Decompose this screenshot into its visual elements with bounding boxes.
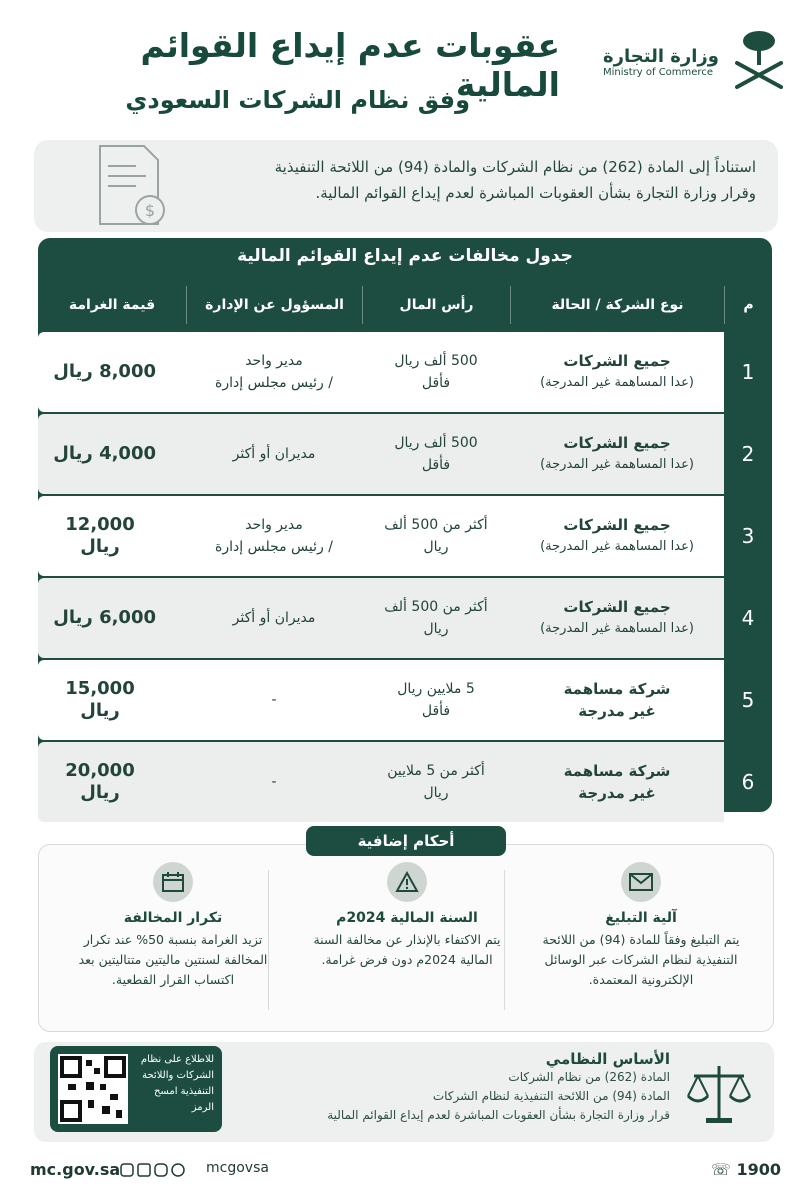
- header-num: م: [724, 286, 772, 324]
- row-capital: 500 ألف ريال فأقل: [394, 435, 478, 473]
- row-type-main: شركة مساهمة: [563, 680, 671, 698]
- header-capital: رأس المال: [362, 286, 510, 324]
- rule-notification: [531, 862, 751, 990]
- legal-basis-line: قرار وزارة التجارة بشأن العقوبات المباشرة لعدم إيداع القوائم المالية: [327, 1108, 670, 1122]
- intro-line-2: وقرار وزارة التجارة بشأن العقوبات المباشرة لعدم إيداع القوائم المالية.: [315, 184, 756, 202]
- calendar-icon: [153, 862, 193, 902]
- scale-of-justice-icon: [684, 1058, 754, 1128]
- row-capital: 500 ألف ريال فأقل: [394, 353, 478, 391]
- row-fine: 20,000 ريال: [65, 760, 135, 803]
- row-responsible: -: [271, 774, 277, 790]
- header-responsible: المسؤول عن الإدارة: [186, 286, 362, 324]
- row-number: 4: [741, 606, 755, 630]
- x-icon: [138, 1164, 150, 1176]
- intro-panel: [34, 140, 778, 232]
- row-type-sub: غير مدرجة: [578, 784, 656, 802]
- table-title: جدول مخالفات عدم إيداع القوائم المالية: [237, 246, 573, 266]
- saudi-emblem-icon: [729, 29, 789, 95]
- legal-basis-line: المادة (262) من نظام الشركات: [508, 1070, 670, 1084]
- rule-fiscal-year: [297, 862, 517, 970]
- violations-table: [38, 238, 772, 812]
- row-capital: أكثر من 500 ألف ريال: [384, 517, 488, 555]
- row-type-main: جميع الشركات: [563, 516, 671, 534]
- qr-caption: للاطلاع على نظام الشركات واللائحة التنفيذية امسح الرمز: [140, 1054, 214, 1113]
- rule-text: تزيد الغرامة بنسبة 50% عند تكرار المخالفة لسنتين ماليتين متتاليتين بعد اكتساب القرار القطعية.: [78, 932, 268, 987]
- rule-title: آلية التبليغ: [605, 910, 677, 926]
- logo-arabic-text: وزارة التجارة: [603, 46, 719, 67]
- qr-code-icon[interactable]: [58, 1054, 128, 1124]
- page-subtitle: وفق نظام الشركات السعودي: [125, 86, 470, 114]
- snapchat-icon: [121, 1164, 133, 1176]
- intro-line-1: استناداً إلى المادة (262) من نظام الشركات والمادة (94) من اللائحة التنفيذية: [274, 158, 756, 176]
- row-type-main: جميع الشركات: [563, 434, 671, 452]
- rule-title: تكرار المخالفة: [123, 910, 223, 926]
- row-responsible: مدير واحد / رئيس مجلس إدارة: [215, 353, 333, 391]
- header-fine: قيمة الغرامة: [68, 297, 156, 313]
- social-handle[interactable]: mcgovsa: [206, 1160, 269, 1176]
- row-fine: 6,000 ريال: [53, 607, 156, 628]
- intro-text: [196, 154, 756, 206]
- row-type: [510, 660, 724, 740]
- logo-english-text: Ministry of Commerce: [603, 67, 713, 78]
- header-type: نوع الشركة / الحالة: [510, 286, 724, 324]
- social-icons[interactable]: [120, 1162, 190, 1182]
- row-type-sub: (عدا المساهمة غير المدرجة): [540, 621, 694, 636]
- row-fine: 8,000 ريال: [53, 361, 156, 382]
- table-body: [38, 332, 772, 824]
- row-type-main: جميع الشركات: [563, 352, 671, 370]
- row-type: [510, 414, 724, 494]
- row-type: [510, 496, 724, 576]
- website-link[interactable]: mc.gov.sa: [30, 1160, 121, 1179]
- row-responsible: مدير واحد / رئيس مجلس إدارة: [215, 517, 333, 555]
- row-type-sub: (عدا المساهمة غير المدرجة): [540, 457, 694, 472]
- table-row: [38, 742, 772, 822]
- row-fine: 12,000 ريال: [65, 514, 135, 557]
- row-type-main: جميع الشركات: [563, 598, 671, 616]
- row-number: 5: [741, 688, 755, 712]
- row-fine: 15,000 ريال: [65, 678, 135, 721]
- row-type-sub: (عدا المساهمة غير المدرجة): [540, 539, 694, 554]
- row-type-sub: غير مدرجة: [578, 702, 656, 720]
- row-fine: 4,000 ريال: [53, 443, 156, 464]
- rule-text: يتم التبليغ وفقاً للمادة (94) من اللائحة التنفيذية لنظام الشركات عبر الوسائل الإلكترونية المعتمدة.: [542, 932, 740, 987]
- footer: [0, 1160, 811, 1190]
- legal-basis-text: [270, 1050, 670, 1125]
- row-number: 3: [741, 524, 755, 548]
- ministry-logo: [529, 22, 789, 102]
- page-title: عقوبات عدم إيداع القوائم المالية: [140, 26, 560, 104]
- table-row: [38, 414, 772, 494]
- table-row: [38, 496, 772, 576]
- document-money-icon: [74, 140, 174, 232]
- qr-panel: [50, 1046, 222, 1132]
- row-type: [510, 742, 724, 822]
- envelope-icon: [621, 862, 661, 902]
- table-header: [38, 286, 772, 324]
- row-responsible: مديران أو أكثر: [232, 610, 316, 626]
- row-number: 6: [741, 770, 755, 794]
- rule-text: يتم الاكتفاء بالإنذار عن مخالفة السنة المالية 2024م دون فرض غرامة.: [313, 932, 501, 967]
- table-row: [38, 660, 772, 740]
- rule-repetition: [63, 862, 283, 990]
- row-type: [510, 332, 724, 412]
- row-type-main: شركة مساهمة: [563, 762, 671, 780]
- phone-icon: ☏: [710, 1160, 737, 1179]
- row-responsible: مديران أو أكثر: [232, 446, 316, 462]
- warning-icon: [387, 862, 427, 902]
- row-number: 2: [741, 442, 755, 466]
- legal-basis-title: الأساس النظامي: [545, 1050, 670, 1068]
- legal-basis-line: المادة (94) من اللائحة التنفيذية لنظام الشركات: [432, 1089, 670, 1103]
- svg-text:$: $: [144, 201, 156, 220]
- row-capital: أكثر من 500 ألف ريال: [384, 599, 488, 637]
- whatsapp-icon: [172, 1164, 184, 1176]
- phone-number[interactable]: [711, 1160, 781, 1179]
- table-row: [38, 578, 772, 658]
- phone-label: 1900: [736, 1160, 781, 1179]
- row-number: 1: [741, 360, 755, 384]
- additional-rules-tag: أحكام إضافية: [306, 826, 506, 856]
- table-row: [38, 332, 772, 412]
- row-responsible: -: [271, 692, 277, 708]
- row-type: [510, 578, 724, 658]
- row-capital: 5 ملايين ريال فأقل: [397, 681, 475, 719]
- row-capital: أكثر من 5 ملايين ريال: [387, 763, 485, 801]
- rule-title: السنة المالية 2024م: [336, 910, 478, 926]
- instagram-icon: [155, 1164, 167, 1176]
- row-type-sub: (عدا المساهمة غير المدرجة): [540, 375, 694, 390]
